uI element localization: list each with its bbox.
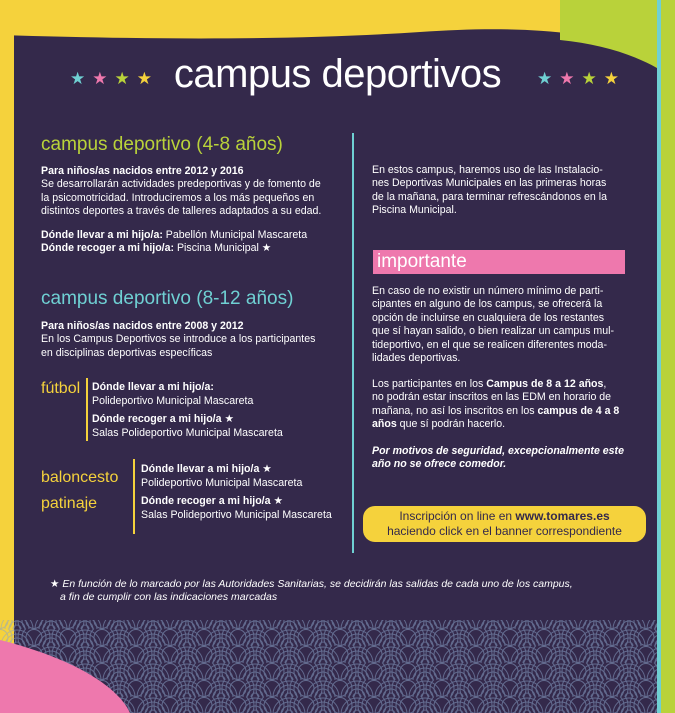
drop-off-label: Dónde llevar a mi hijo/a: — [41, 229, 163, 241]
safety-note — [372, 445, 647, 472]
importante-line: lidades deportivas. — [372, 352, 461, 365]
section-8-12-line: Para niños/as nacidos entre 2008 y 2012 — [41, 320, 244, 332]
star-icon: ★ — [537, 69, 553, 88]
patinaje-label: patinaje — [41, 495, 98, 512]
baloncesto-details — [141, 462, 351, 522]
section-4-8-line: la psicomotricidad. Introduciremos a los más pequeños en — [41, 191, 315, 204]
section-heading-4-8: campus deportivo (4-8 años) — [41, 134, 283, 155]
section-4-8-body — [41, 165, 346, 219]
baloncesto-pick-value: Salas Polideportivo Municipal Mascareta — [141, 509, 332, 521]
futbol-label: fútbol — [41, 380, 81, 397]
star-icon: ★ — [559, 69, 575, 88]
pick-up-label: Dónde recoger a mi hijo/a: — [41, 242, 175, 255]
drop-off-value: Pabellón Municipal Mascareta — [162, 229, 308, 241]
importante-line: que sí hayan salido, o bien realizar un campus mul- — [372, 325, 615, 338]
section-heading-8-12: campus deportivo (8-12 años) — [41, 288, 294, 309]
star-icon: ★ — [136, 69, 152, 88]
footnote-line: a fin de cumplir con las indicaciones marcadas — [60, 591, 278, 603]
importante-line: En caso de no existir un número mínimo de parti- — [372, 285, 604, 297]
intro-line: En estos campus, haremos uso de las Instalacio- — [372, 164, 603, 176]
intro-line: nes Deportivas Municipales en las primeras horas — [372, 177, 607, 190]
registration-banner[interactable] — [363, 506, 646, 542]
section-4-8-line: Para niños/as nacidos entre 2012 y 2016 — [41, 165, 244, 177]
safety-note-line: año no se ofrece comedor. — [372, 458, 507, 471]
registration-text: Inscripción on line en — [399, 509, 516, 523]
age-rule-text: que sí podrán hacerlo. — [396, 418, 506, 431]
futbol-drop-value: Polideportivo Municipal Mascareta — [92, 395, 254, 407]
baloncesto-label: baloncesto — [41, 469, 119, 486]
registration-link[interactable]: www.tomares.es — [515, 509, 610, 523]
intro-line: Piscina Municipal. — [372, 204, 457, 217]
futbol-pick-value: Salas Polideportivo Municipal Mascareta — [92, 427, 283, 439]
column-divider — [352, 133, 354, 553]
section-8-12-line: En los Campus Deportivos se introduce a los participantes — [41, 333, 316, 346]
baloncesto-pick-label: Dónde recoger a mi hijo/a ★ — [141, 495, 283, 507]
safety-note-line: Por motivos de seguridad, excepcionalmente este — [372, 445, 624, 457]
age-rule-bold: campus de 4 a 8 — [537, 404, 620, 417]
registration-text: haciendo click en el banner correspondiente — [387, 524, 622, 538]
age-rule-bold: Campus de 8 a 12 años — [486, 378, 604, 390]
footnote — [50, 578, 650, 604]
importante-body — [372, 285, 647, 365]
baloncesto-drop-value: Polideportivo Municipal Mascareta — [141, 477, 303, 489]
baloncesto-rule — [133, 459, 135, 534]
section-4-8-line: Se desarrollarán actividades predeportivas y de fomento de — [41, 178, 321, 191]
intro-line: de la mañana, para terminar refrescándonos en la — [372, 190, 607, 203]
age-rule-paragraph — [372, 378, 647, 432]
section-4-8-places — [41, 229, 351, 256]
futbol-pick-label: Dónde recoger a mi hijo/a ★ — [92, 413, 234, 425]
age-rule-text: Los participantes en los — [372, 378, 487, 390]
footnote-line: En función de lo marcado por las Autoridades Sanitarias, se decidirán las salidas de cada uno de los campus, — [62, 578, 573, 590]
right-intro — [372, 164, 642, 218]
age-rule-bold: años — [372, 418, 397, 431]
star-icon: ★ — [70, 69, 86, 88]
title-stars-right — [537, 70, 619, 87]
page-title: campus deportivos — [173, 52, 502, 96]
importante-line: opción de incluirse en cualquiera de los restantes — [372, 311, 605, 324]
age-rule-text: , — [603, 378, 607, 390]
star-icon: ★ — [50, 578, 60, 590]
star-icon: ★ — [603, 69, 619, 88]
age-rule-text: mañana, no así los inscritos en los — [372, 404, 538, 417]
section-8-12-line: en disciplinas deportivas específicas — [41, 346, 213, 359]
baloncesto-drop-label: Dónde llevar a mi hijo/a ★ — [141, 463, 272, 475]
section-4-8-line: distintos deportes a través de talleres adaptados a su edad. — [41, 205, 322, 218]
futbol-details — [92, 380, 347, 440]
star-icon: ★ — [92, 69, 108, 88]
star-icon: ★ — [114, 69, 130, 88]
age-rule-text: no podrán estar inscritos en las EDM en horario de — [372, 391, 612, 404]
importante-line: tideportivo, en el que se realicen diferentes moda- — [372, 338, 607, 351]
futbol-rule — [86, 378, 88, 441]
star-icon: ★ — [581, 69, 597, 88]
pick-up-value: Piscina Municipal ★ — [174, 242, 272, 255]
importante-banner: importante — [373, 250, 625, 274]
section-8-12-body — [41, 320, 346, 360]
futbol-drop-label: Dónde llevar a mi hijo/a: — [92, 381, 214, 393]
importante-line: cipantes en alguno de los campus, se ofrecerá la — [372, 298, 603, 311]
